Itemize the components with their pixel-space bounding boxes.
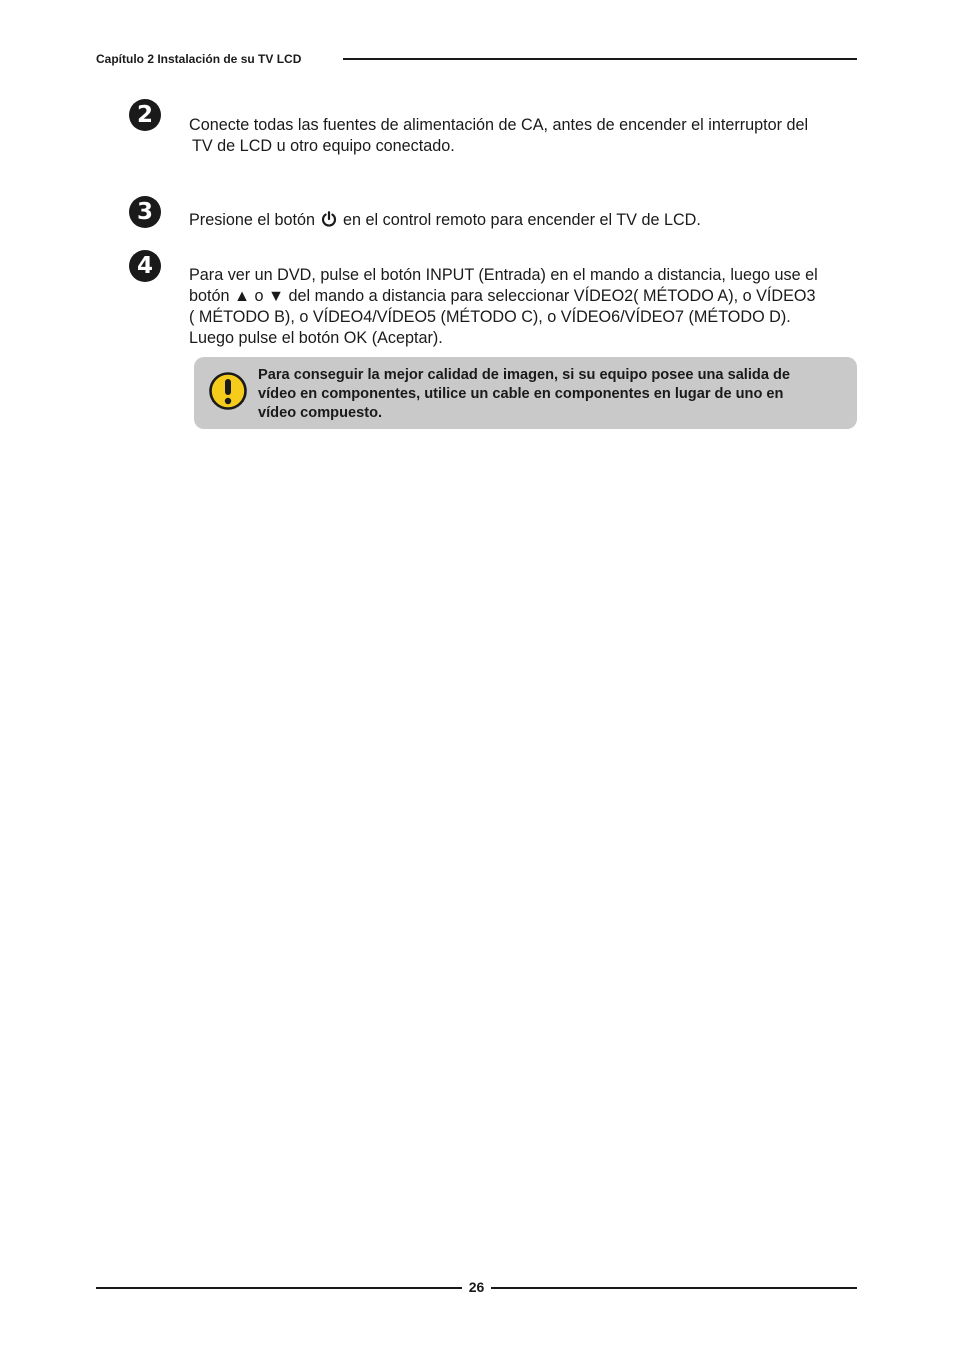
- footer-rule-left: [96, 1287, 462, 1289]
- note-text: [258, 366, 850, 423]
- step-number-3-icon: 3: [129, 196, 161, 228]
- note-box: [194, 357, 857, 429]
- step-4-line-4: Luego pulse el botón OK (Aceptar).: [189, 329, 443, 347]
- note-line-2: vídeo en componentes, utilice un cable en componentes en lugar de uno en: [258, 386, 784, 402]
- note-line-3: vídeo compuesto.: [258, 405, 383, 421]
- step-2-text: [189, 115, 857, 157]
- step-4-line-2: botón ▲ o ▼ del mando a distancia para seleccionar VÍDEO2( MÉTODO A), o VÍDEO3: [189, 287, 816, 305]
- step-number-2-icon: 2: [129, 99, 161, 131]
- note-line-1: Para conseguir la mejor calidad de imagen, si su equipo posee una salida de: [258, 367, 791, 383]
- step-2-line-1: Conecte todas las fuentes de alimentación de CA, antes de encender el interruptor del: [189, 116, 809, 134]
- step-3-text-before: Presione el botón: [189, 211, 315, 229]
- step-2-line-2: TV de LCD u otro equipo conectado.: [192, 137, 455, 155]
- page-number: 26: [468, 1279, 485, 1295]
- header-title: Capítulo 2 Instalación de su TV LCD: [96, 52, 302, 66]
- power-icon: [321, 211, 337, 227]
- step-4-text: [189, 265, 857, 349]
- step-3-text-after: en el control remoto para encender el TV de LCD.: [343, 211, 701, 229]
- header-rule: [343, 58, 857, 60]
- step-3-text: [189, 210, 857, 231]
- step-4-line-3: ( MÉTODO B), o VÍDEO4/VÍDEO5 (MÉTODO C), o VÍDEO6/VÍDEO7 (MÉTODO D).: [189, 308, 791, 326]
- step-number-4-icon: 4: [129, 250, 161, 282]
- step-4-line-1: Para ver un DVD, pulse el botón INPUT (Entrada) en el mando a distancia, luego use el: [189, 266, 818, 284]
- footer-rule-right: [491, 1287, 857, 1289]
- warning-icon: [208, 371, 248, 411]
